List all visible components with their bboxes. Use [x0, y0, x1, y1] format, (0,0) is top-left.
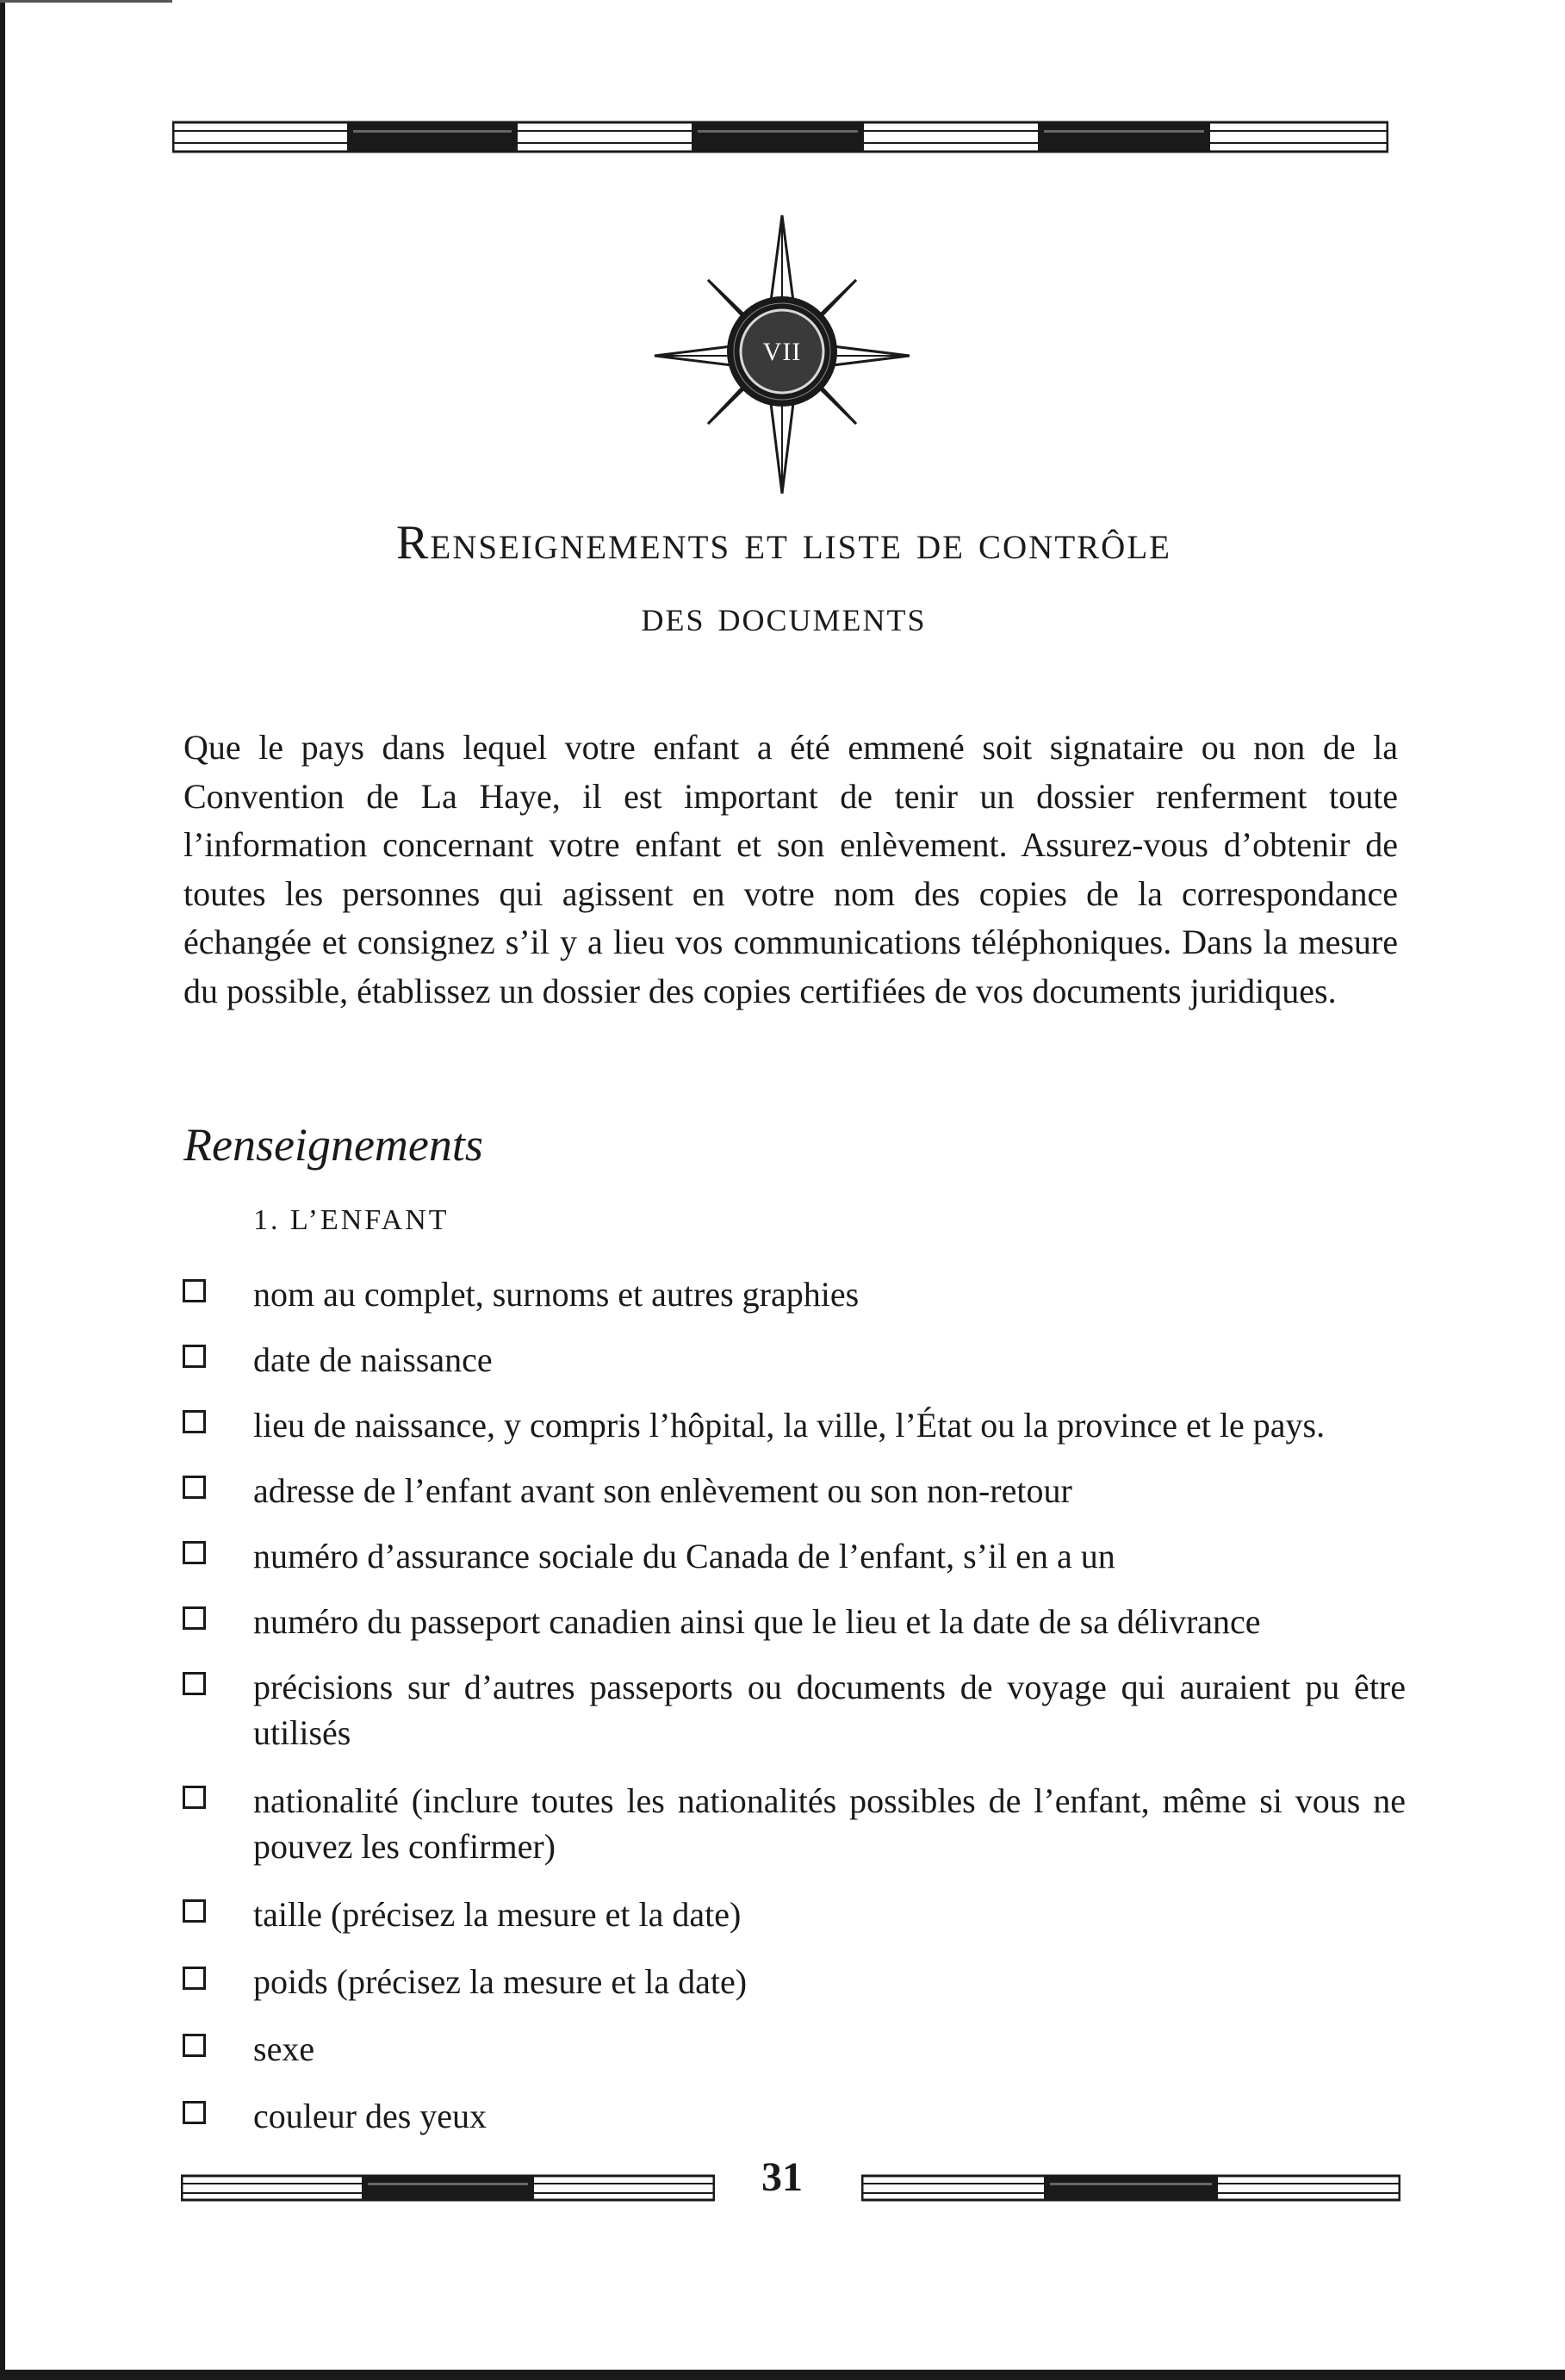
- top-decorative-border: [172, 121, 1388, 153]
- intro-paragraph: Que le pays dans lequel votre enfant a été emmené soit signataire ou non de la Convention de La Haye, il est important de tenir un dossier renferment toute l’information concernant votre enfant et son enlèvement. Assurez-vous d’obtenir de toutes les personnes qui agissent en votre nom des copies de la correspondance échangée et consignez s’il y a lieu vos communications téléphoniques. Dans la mesure du possible, établissez un dossier des copies certifiées de vos documents juridiques.: [183, 728, 1398, 1010]
- checklist-item-label: sexe: [253, 2029, 315, 2068]
- scan-edge-bottom: [0, 2370, 1565, 2380]
- checklist-item-label: nom au complet, surnoms et autres graphies: [253, 1275, 860, 1314]
- chapter-numeral: VII: [762, 338, 802, 366]
- checklist-item-label: nationalité (inclure toutes les nationalités possibles de l’enfant, même si vous ne pouvez les confirmer): [253, 1781, 1406, 1866]
- checkbox-icon[interactable]: [183, 1606, 206, 1630]
- checkbox-icon[interactable]: [183, 1786, 206, 1809]
- checklist-item-label: date de naissance: [253, 1340, 493, 1379]
- checkbox-icon[interactable]: [183, 2034, 206, 2057]
- checklist-item-label: poids (précisez la mesure et la date): [253, 1962, 748, 2001]
- checkbox-icon[interactable]: [183, 1476, 206, 1499]
- scan-edge-top: [0, 0, 172, 3]
- checkbox-icon[interactable]: [183, 1541, 206, 1564]
- bottom-right-decorative-border: [861, 2174, 1400, 2202]
- chapter-emblem: [653, 214, 911, 498]
- checkbox-icon[interactable]: [183, 1672, 206, 1695]
- scan-edge-left: [0, 0, 5, 2380]
- checkbox-icon[interactable]: [183, 2101, 206, 2124]
- checklist-item-label: adresse de l’enfant avant son enlèvement ou son non-retour: [253, 1471, 1072, 1510]
- checkbox-icon[interactable]: [183, 1345, 206, 1368]
- bottom-left-decorative-border: [181, 2174, 715, 2202]
- checklist-item-label: numéro du passeport canadien ainsi que le lieu et la date de sa délivrance: [253, 1602, 1261, 1641]
- page-title-line-2: des documents: [641, 592, 927, 641]
- checklist-item-label: taille (précisez la mesure et la date): [253, 1895, 742, 1934]
- checkbox-icon[interactable]: [183, 1410, 206, 1433]
- checkbox-icon[interactable]: [183, 1967, 206, 1990]
- checklist-item-label: lieu de naissance, y compris l’hôpital, la ville, l’État ou la province et le pays.: [253, 1406, 1326, 1445]
- page-number: 31: [761, 2154, 803, 2200]
- section-heading: Renseignements: [183, 1119, 483, 1171]
- subsection-heading: 1. L’ENFANT: [253, 1204, 450, 1236]
- page-title-line-1: Renseignements et liste de contrôle: [396, 516, 1171, 569]
- checklist-item-label: précisions sur d’autres passeports ou documents de voyage qui auraient pu être utilisés: [253, 1668, 1406, 1752]
- checklist-item-label: couleur des yeux: [253, 2097, 488, 2135]
- checklist-item-label: numéro d’assurance sociale du Canada de l’enfant, s’il en a un: [253, 1537, 1115, 1575]
- checkbox-icon[interactable]: [183, 1279, 206, 1302]
- checkbox-icon[interactable]: [183, 1899, 206, 1923]
